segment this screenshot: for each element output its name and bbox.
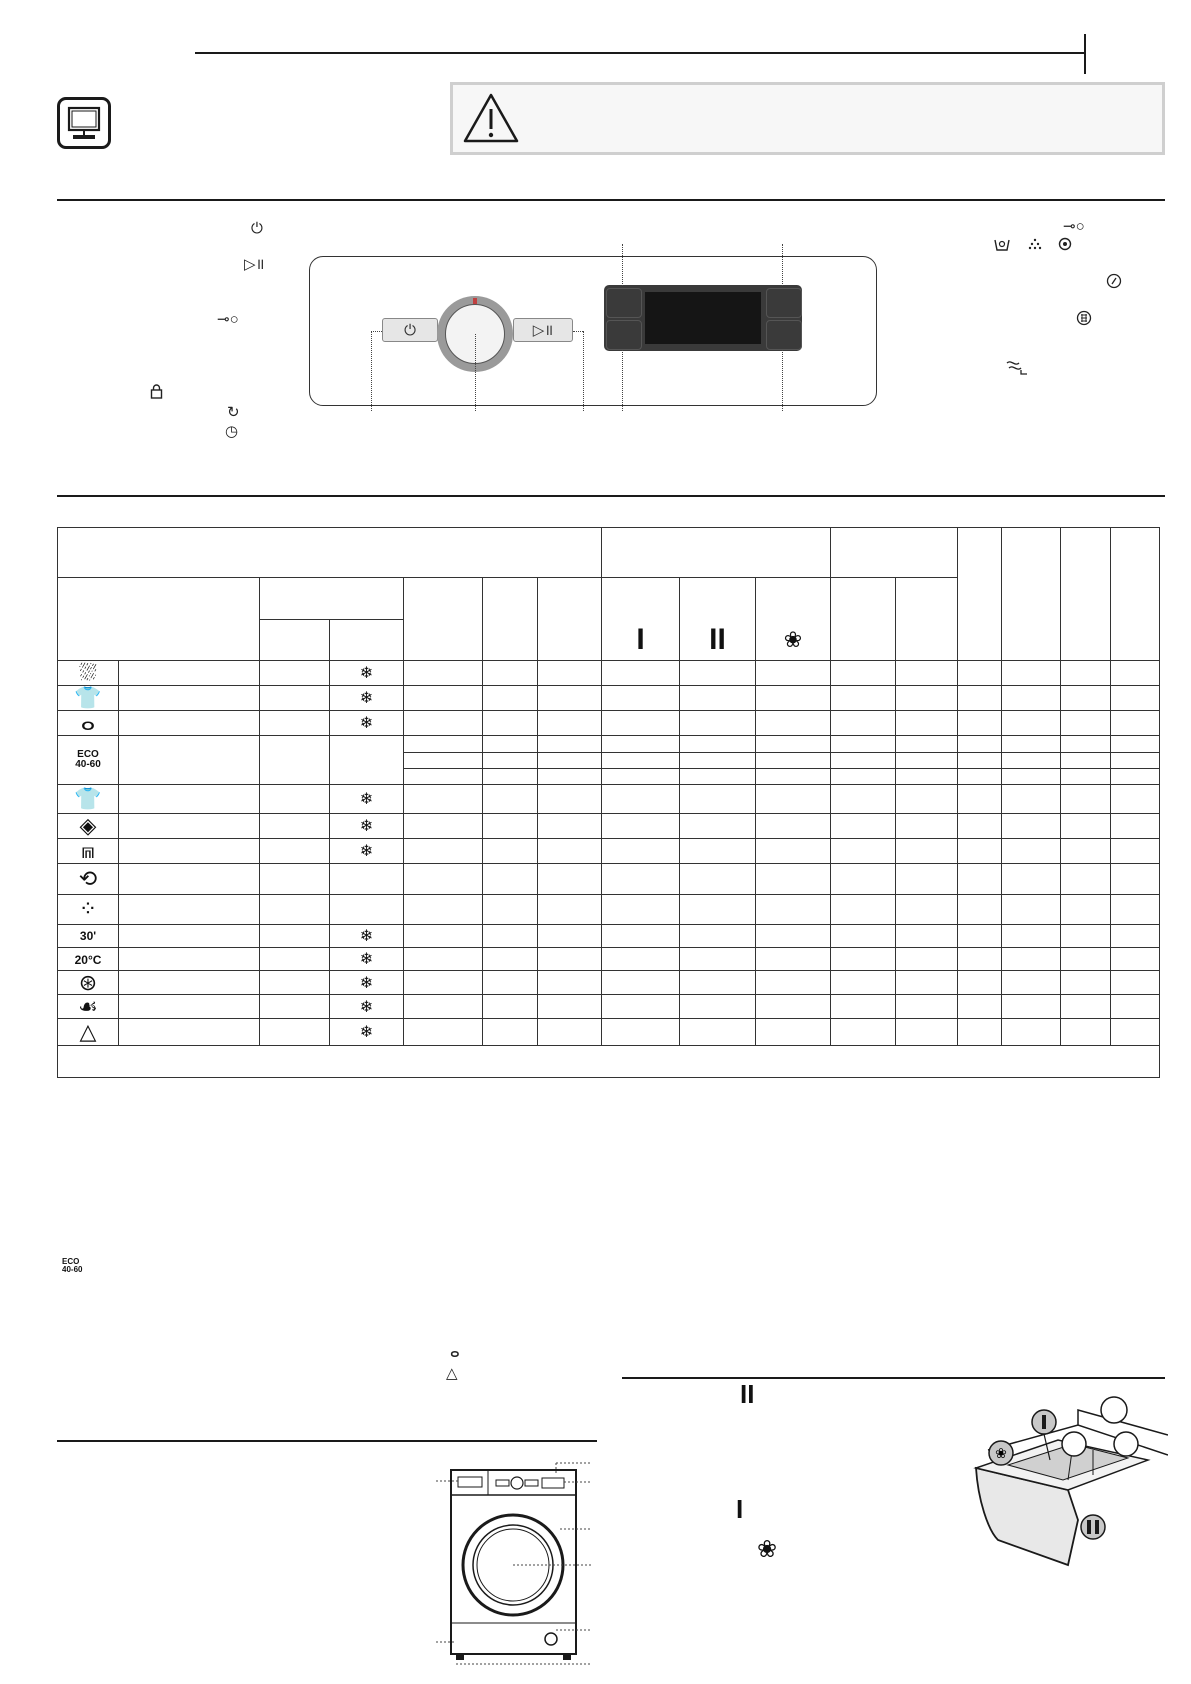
programme-table [57,527,1160,1078]
table-row [58,894,1160,924]
table-footer-row [58,1045,1160,1077]
leader [622,350,623,411]
steam-icon: ↻ [227,404,240,421]
table-row [58,839,1160,864]
softener-symbol: ❀ [783,626,803,652]
jeans-icon: ⩎ [81,838,95,864]
table-row [58,736,1160,752]
cold-flake-icon: ❄ [359,665,374,683]
power-icon: ⏻ [404,321,416,339]
cold-flake-icon: ❄ [359,974,374,992]
leader [475,334,476,411]
spin-icon [1058,236,1072,254]
table-row [58,784,1160,813]
display-screen [645,292,761,344]
table-row [58,995,1160,1019]
eco-40-60-icon: ECO 40-60 [75,748,101,771]
rinse-spin-icon: ⟲ [78,865,98,891]
table-row [58,660,1160,685]
delicates-icon: ☙ [78,993,98,1019]
washing-machine-diagram [436,1455,596,1665]
lock-icon [150,384,163,402]
table-row [58,924,1160,947]
top-rule-tick [1084,34,1086,74]
quick-30-icon: 30' [79,929,97,944]
display-button-bl[interactable] [606,320,642,350]
start-pause-icon: ▷॥ [532,322,554,339]
prewash-symbol: I [636,622,645,656]
warning-triangle-icon [461,91,521,147]
main-wash-symbol: II [709,622,726,656]
warning-box [450,82,1165,155]
leader [782,244,783,286]
drawer-softener-label: ❀ [995,1446,1007,1462]
table-row [58,1019,1160,1045]
grid-icon [1076,310,1092,329]
mixed-icon: ⴰ [80,710,96,736]
cold-flake-icon: ❄ [359,843,374,861]
cold-flake-icon: ❄ [359,1024,374,1042]
wool-icon: ⊛ [78,969,98,995]
mixed-icon-inline: ⴰ [450,1344,460,1361]
display-button-br[interactable] [766,320,802,350]
display-button-tr[interactable] [766,288,802,318]
leader [371,331,372,411]
softener-symbol-inline: ❀ [757,1536,778,1563]
white-icon: ◈ [79,813,97,839]
tap-icon [1005,358,1029,379]
silk-icon: △ [79,1019,97,1045]
allergen-icon: 👕 [74,785,102,811]
display-button-tl[interactable] [606,288,642,318]
top-rule [195,52,1085,54]
table-row [58,814,1160,839]
delay-icon: ◷ [225,423,239,440]
temperature-icon [1106,273,1122,292]
cold-flake-icon: ❄ [359,818,374,836]
table-row [58,947,1160,970]
cold-flake-icon: ❄ [359,927,374,945]
cold-flake-icon: ❄ [359,951,374,969]
cold-20-icon: 20°C [74,952,102,967]
table-row [58,711,1160,736]
section-rule-dispenser [622,1377,1165,1379]
key-icon: ⊸○ [217,311,239,328]
cold-flake-icon: ❄ [359,690,374,708]
section-rule-table [57,495,1165,497]
prewash-symbol-inline: I [736,1494,744,1524]
detergent-drawer-diagram [968,1380,1168,1570]
leader [583,331,584,411]
power-icon: ⏻ [251,220,263,237]
start-pause-button[interactable] [513,318,573,342]
leader [371,331,382,332]
power-button[interactable] [382,318,438,342]
dial-marker [473,298,477,304]
main-wash-symbol-inline: II [740,1379,755,1409]
wash-icon [994,237,1010,254]
table-row [58,864,1160,894]
silk-icon-inline: △ [446,1365,458,1382]
rinse-icon [1027,237,1043,254]
shirt-icon: 👕 [74,685,102,711]
table-row [58,971,1160,995]
start-pause-icon: ▷॥ [244,256,265,273]
cold-flake-icon: ❄ [359,790,374,808]
section-rule-controls [57,199,1165,201]
monitor-icon [57,97,111,149]
leader [622,244,623,286]
leader [782,350,783,411]
eco-40-60-icon-inline: ECO 40-60 [62,1257,83,1275]
leader [573,331,583,332]
spin-drain-icon: ⁘ [78,896,98,922]
cold-flake-icon: ❄ [359,998,374,1016]
key-icon-right: ⊸○ [1063,218,1085,235]
cotton-icon: ⛆ [79,660,97,686]
table-row [58,686,1160,711]
section-rule-machine [57,1440,597,1442]
cold-flake-icon: ❄ [359,715,374,733]
